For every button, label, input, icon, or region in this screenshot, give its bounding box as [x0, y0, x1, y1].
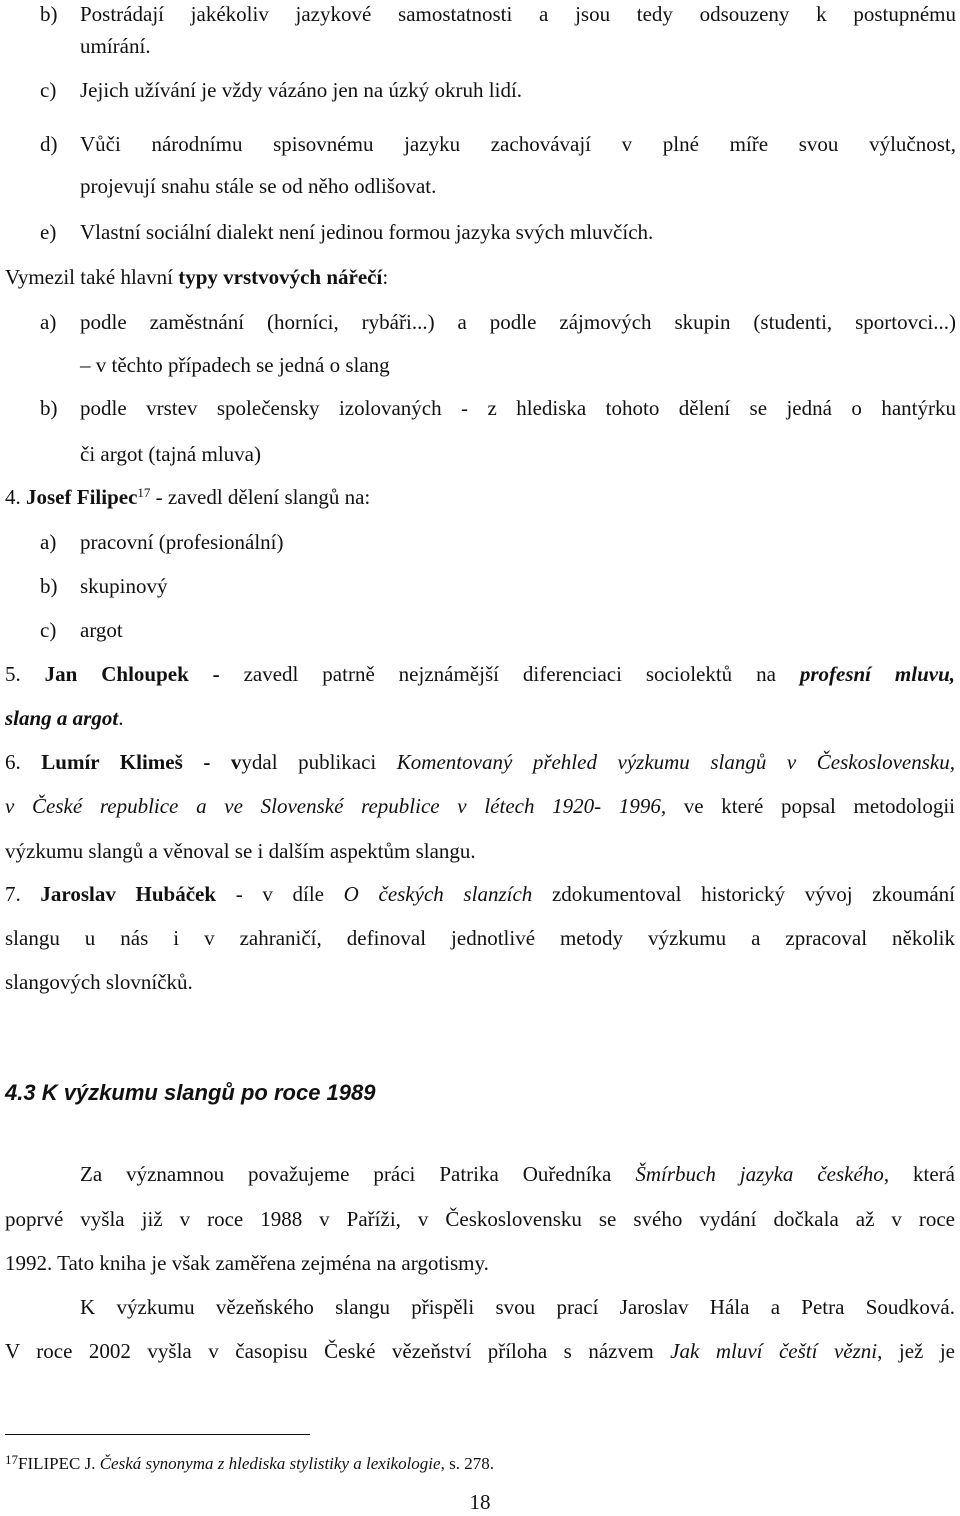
item-italic: slang a argot: [5, 706, 119, 730]
list-label: b): [40, 396, 58, 420]
item-name: Jan Chloupek -: [44, 662, 220, 686]
list-label: c): [40, 618, 57, 642]
publication-title-cont: v České republice a ve Slovenské republice v létech 1920- 1996,: [5, 794, 667, 818]
item-7-cont: slangu u nás i v zahraničí, definoval jednotlivé metody výzkumu a zpracoval několik: [5, 926, 955, 950]
item-text: - v díle: [216, 882, 344, 906]
item-text: - zavedl dělení slangů na:: [150, 485, 371, 509]
slang-type-a: [40, 528, 284, 556]
para-text: V roce 2002 vyšla v časopisu České vězeňství příloha s názvem: [5, 1339, 671, 1363]
list-text: Vlastní sociální dialekt není jedinou formou jazyka svých mluvčích.: [80, 220, 654, 244]
list-text: Postrádají jakékoliv jazykové samostatnosti a jsou tedy odsouzeny k postupnému: [80, 2, 956, 26]
list-item-e: [40, 218, 653, 246]
list-item-c: [40, 76, 522, 104]
item-6: [5, 748, 955, 776]
item-6-cont2: výzkumu slangů a věnoval se i dalším aspektům slangu.: [5, 839, 476, 863]
list-label: c): [40, 78, 57, 102]
list-item-b-cont: umírání.: [80, 34, 151, 58]
slang-type-b: [40, 572, 168, 600]
list-label: a): [40, 310, 57, 334]
item-6-cont: [5, 792, 955, 820]
para-1-line-1: [80, 1160, 955, 1188]
type-b: [40, 394, 956, 422]
list-text: Jejich užívání je vždy vázáno jen na úzký okruh lidí.: [80, 78, 523, 102]
publication-title: Komentovaný přehled výzkumu slangů v Československu,: [396, 750, 955, 774]
footnote-title: Česká synonyma z hlediska stylistiky a lexikologie: [99, 1454, 441, 1473]
para-text: , která: [883, 1162, 955, 1186]
item-4: [5, 483, 370, 511]
list-text: argot: [80, 618, 123, 642]
item-italic: profesní mluvu,: [799, 662, 956, 686]
para-text: , jež je: [877, 1339, 955, 1363]
para-1-line-3: 1992. Tato kniha je však zaměřena zejména na argotismy.: [5, 1251, 489, 1275]
footnote-author: FILIPEC J.: [18, 1454, 100, 1473]
list-text: pracovní (profesionální): [80, 530, 284, 554]
item-name: Josef Filipec: [26, 485, 138, 509]
list-text: skupinový: [80, 574, 168, 598]
item-text: zavedl patrně nejznámější diferenciaci sociolektů na: [219, 662, 800, 686]
footnote-ref: 17: [137, 485, 151, 500]
type-a: [40, 308, 956, 336]
type-a-cont: – v těchto případech se jedná o slang: [80, 353, 390, 377]
item-7-cont2: slangových slovníčků.: [5, 970, 193, 994]
item-name: Lumír Klimeš - v: [41, 750, 242, 774]
list-label: b): [40, 2, 58, 26]
item-text: zdokumentoval historický vývoj zkoumání: [532, 882, 956, 906]
type-b-cont: či argot (tajná mluva): [80, 442, 261, 466]
slang-type-c: [40, 616, 123, 644]
list-label: e): [40, 220, 57, 244]
list-text: Vůči národnímu spisovnému jazyku zachovávají v plné míře svou výlučnost,: [80, 132, 956, 156]
type-a-text: podle zaměstnání (horníci, rybáři...) a podle zájmových skupin (studenti, sportovci...): [80, 310, 956, 334]
footnote-page: , s. 278.: [440, 1454, 494, 1473]
para-text: Za významnou považujeme práci Patrika Ouředníka: [80, 1162, 636, 1186]
item-number: 4.: [5, 485, 21, 509]
vymezil-bold: typy vrstvových nářečí: [178, 265, 383, 289]
list-item-d-cont: projevují snahu stále se od něho odlišovat.: [80, 174, 437, 198]
item-5: [5, 660, 955, 688]
type-b-text: podle vrstev společensky izolovaných - z hlediska tohoto dělení se jedná o hantýrku: [80, 396, 956, 420]
footnote-number: 17: [5, 1452, 18, 1467]
item-number: 7.: [5, 882, 21, 906]
vymezil-post: :: [382, 265, 389, 289]
item-text: .: [118, 706, 124, 730]
book-title: Šmírbuch jazyka českého: [635, 1162, 884, 1186]
item-5-cont: [5, 704, 123, 732]
list-label: b): [40, 574, 58, 598]
item-name: Jaroslav Hubáček: [40, 882, 217, 906]
item-number: 6.: [5, 750, 21, 774]
para-1-line-2: poprvé vyšla již v roce 1988 v Paříži, v Československu se svého vydání dočkala až v roce: [5, 1207, 955, 1231]
supplement-title: Jak mluví čeští vězni: [670, 1339, 878, 1363]
publication-title: O českých slanzích: [343, 882, 533, 906]
list-label: d): [40, 132, 58, 156]
item-text: ydal publikaci: [241, 750, 397, 774]
item-7: [5, 880, 955, 908]
footnote: [5, 1450, 494, 1478]
footnote-divider: [5, 1434, 310, 1435]
list-item-d: [40, 130, 956, 158]
vymezil-text: Vymezil také hlavní: [5, 265, 179, 289]
list-label: a): [40, 530, 57, 554]
para-2-line-2: [5, 1337, 955, 1365]
item-text: ve které popsal metodologii: [666, 794, 955, 818]
section-heading: 4.3 K výzkumu slangů po roce 1989: [5, 1080, 376, 1105]
list-item-b: [40, 0, 956, 28]
page-number: 18: [469, 1490, 491, 1514]
para-2-line-1: K výzkumu vězeňského slangu přispěli svou prací Jaroslav Hála a Petra Soudková.: [80, 1295, 955, 1319]
item-number: 5.: [5, 662, 21, 686]
vymezil-line: [5, 263, 388, 291]
